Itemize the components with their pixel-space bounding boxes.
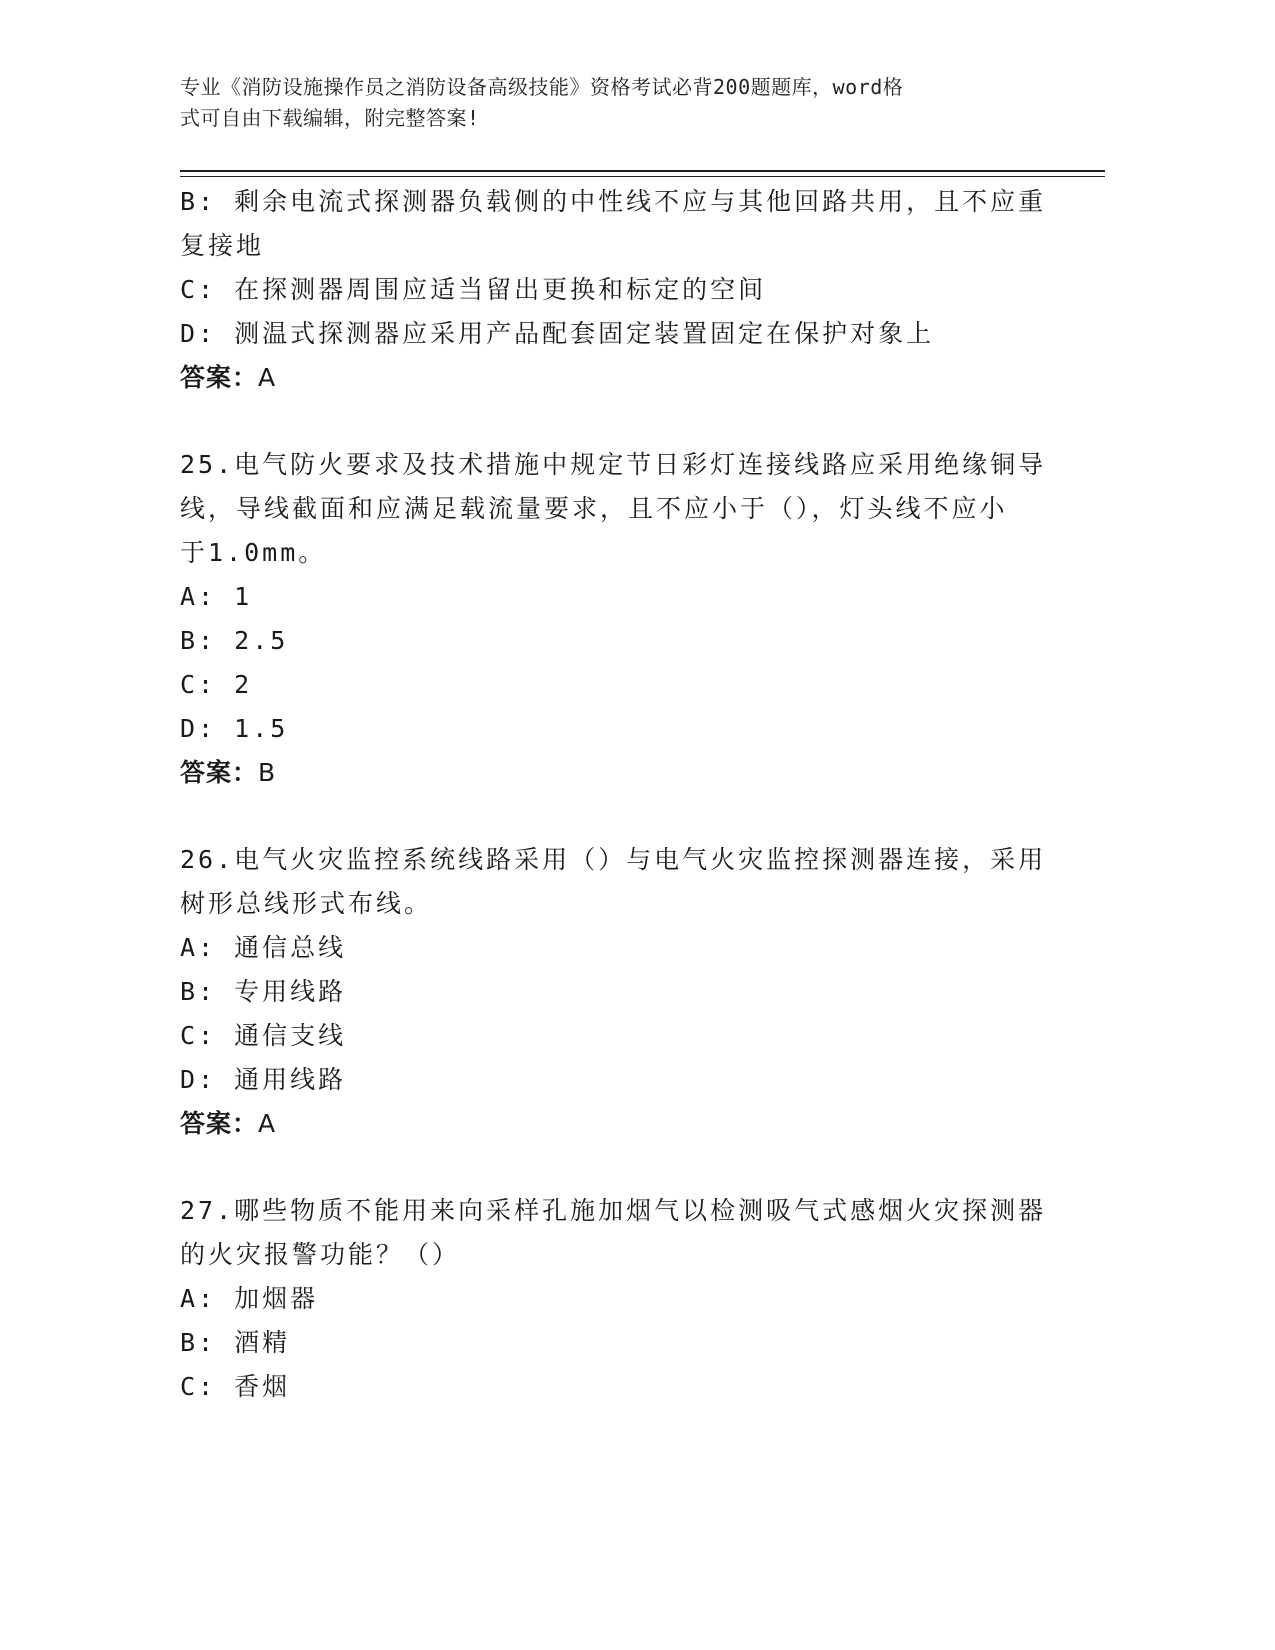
option-key: B: — [180, 187, 217, 216]
answer-label: 答案： — [180, 363, 259, 392]
question-content — [180, 180, 1047, 1409]
option-c — [180, 1365, 1040, 1409]
answer-line — [180, 1102, 1040, 1146]
option-b — [180, 619, 1040, 663]
answer-value: A — [258, 1109, 277, 1138]
option-key: C: — [180, 670, 217, 699]
question-stem: 树形总线形式布线。 — [180, 889, 433, 918]
option-key: C: — [180, 1021, 217, 1050]
option-key: A: — [180, 582, 217, 611]
page-header — [180, 72, 1040, 134]
option-key: C: — [180, 1372, 217, 1401]
option-text: 酒精 — [234, 1328, 291, 1357]
option-text: 1 — [234, 582, 253, 611]
option-c — [180, 268, 1040, 312]
option-key: B: — [180, 977, 217, 1006]
option-d — [180, 312, 1040, 356]
option-key: D: — [180, 1065, 217, 1094]
option-c — [180, 1014, 1040, 1058]
option-b — [180, 1321, 1040, 1365]
option-d — [180, 1058, 1040, 1102]
option-text: 通信总线 — [234, 933, 347, 962]
option-b — [180, 970, 1040, 1014]
option-a — [180, 575, 1040, 619]
question-stem: 26.电气火灾监控系统线路采用（）与电气火灾监控探测器连接，采用 — [180, 845, 1047, 874]
option-d — [180, 707, 1040, 751]
question-stem: 25.电气防火要求及技术措施中规定节日彩灯连接线路应采用绝缘铜导 — [180, 450, 1047, 479]
question-stem: 线，导线截面和应满足载流量要求，且不应小于（），灯头线不应小 — [180, 494, 1008, 523]
option-key: A: — [180, 933, 217, 962]
question-26 — [180, 838, 1047, 1146]
option-text: 在探测器周围应适当留出更换和标定的空间 — [234, 275, 767, 304]
option-text: 1.5 — [234, 714, 289, 743]
header-line-2: 式可自由下载编辑，附完整答案! — [180, 106, 480, 130]
question-stem: 的火灾报警功能？（） — [180, 1240, 461, 1269]
option-text: 测温式探测器应采用产品配套固定装置固定在保护对象上 — [234, 319, 935, 348]
option-key: B: — [180, 626, 217, 655]
option-key: D: — [180, 319, 217, 348]
option-a — [180, 1277, 1040, 1321]
answer-line — [180, 751, 1040, 795]
question-24-continuation — [180, 180, 1047, 400]
option-key: A: — [180, 1284, 217, 1313]
question-25 — [180, 443, 1047, 795]
answer-line — [180, 356, 1040, 400]
option-text: 2 — [234, 670, 253, 699]
answer-value: A — [258, 363, 277, 392]
header-divider — [180, 170, 1105, 177]
option-text: 香烟 — [234, 1372, 291, 1401]
option-text: 专用线路 — [234, 977, 347, 1006]
option-c — [180, 663, 1040, 707]
option-text: 复接地 — [180, 231, 265, 260]
option-b-wrap — [180, 224, 1040, 268]
option-a — [180, 926, 1040, 970]
option-key: C: — [180, 275, 217, 304]
option-b — [180, 180, 1047, 224]
question-stem: 27.哪些物质不能用来向采样孔施加烟气以检测吸气式感烟火灾探测器 — [180, 1196, 1047, 1225]
question-stem: 于1.0mm。 — [180, 538, 327, 567]
answer-value: B — [258, 758, 277, 787]
option-key: D: — [180, 714, 217, 743]
option-text: 剩余电流式探测器负载侧的中性线不应与其他回路共用，且不应重 — [234, 187, 1047, 216]
option-text: 通信支线 — [234, 1021, 347, 1050]
option-text: 加烟器 — [234, 1284, 319, 1313]
answer-label: 答案： — [180, 1109, 259, 1138]
header-line-1: 专业《消防设施操作员之消防设备高级技能》资格考试必背200题题库，word格 — [180, 75, 904, 99]
answer-label: 答案： — [180, 758, 259, 787]
question-27 — [180, 1189, 1047, 1409]
option-text: 2.5 — [234, 626, 289, 655]
option-key: B: — [180, 1328, 217, 1357]
option-text: 通用线路 — [234, 1065, 347, 1094]
